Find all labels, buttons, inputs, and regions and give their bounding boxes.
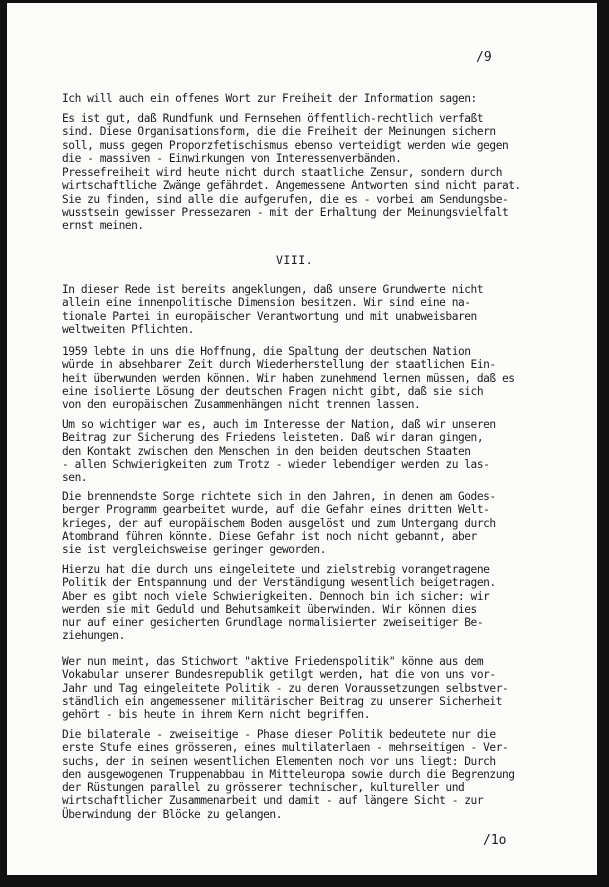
- paragraph-detente-policy: Hierzu hat die durch uns eingeleitete und zielstrebig vorangetragene Politik der Entspannung und der Verständigung wesentlich beigetragen. Aber es gibt noch viele Schwierigkeiten. Dennoch bin ich sicher: wir werden sie mit Geduld und Behutsamkeit überwinden. Wir können dies nur auf einer gesicherten Grundlage normalisierter zweiseitiger Be- ziehungen.: [62, 563, 496, 643]
- paragraph-information-intro: Ich will auch ein offenes Wort zur Freiheit der Information sagen:: [62, 92, 477, 105]
- paragraph-active-peace-policy: Wer nun meint, das Stichwort "aktive Friedenspolitik" könne aus dem Vokabular unserer Bundesrepublik getilgt werden, hat die von uns vor- Jahr und Tag eingeleitete Politik - zu deren Voraussetzungen selbstver- ständlich ein angemessener militärischer Beitrag zu unserer Sicherheit gehört - bis heute in ihrem Kern nicht begriffen.: [62, 655, 509, 722]
- scan-border-left: [0, 0, 7, 887]
- paragraph-1959-hope: 1959 lebte in uns die Hoffnung, die Spaltung der deutschen Nation würde in absehbarer Zeit durch Wiederherstellung der staatlichen Ein- heit überwunden werden können. Wir haben zunehmend lernen müssen, daß es eine isolierte Lösung der deutschen Fragen nicht gibt, daß sie sich von den europäischen Zusammenhängen nicht trennen lassen.: [62, 345, 515, 412]
- page-number-bottom: /1o: [483, 833, 507, 848]
- scan-border-bottom: [0, 875, 609, 887]
- paragraph-press-freedom: Pressefreiheit wird heute nicht durch staatliche Zensur, sondern durch wirtschaftliche Zwänge gefährdet. Angemessene Antworten sind nicht parat. Sie zu finden, sind alle die aufgerufen, die es - vorbei am Sendungsbe- wusstsein gewisser Pressezaren - mit der Erhaltung der Meinungsvielfalt ernst meinen.: [62, 166, 521, 233]
- scan-border-top: [0, 0, 609, 3]
- paragraph-broadcasting: Es ist gut, daß Rundfunk und Fernsehen öffentlich-rechtlich verfaßt sind. Diese Organisationsform, die die Freiheit der Meinungen sichern soll, muss gegen Proporzfetischismus ebenso verteidigt werden wie gegen die - massiven - Einwirkungen von Interessenverbänden.: [62, 112, 509, 165]
- paragraph-war-concern: Die brennendste Sorge richtete sich in den Jahren, in denen am Godes- berger Programm gearbeitet wurde, auf die Gefahr eines dritten Welt- krieges, der auf europäischem Boden ausgelöst und zum Untergang durch Atombrand führen könnte. Diese Gefahr ist noch nicht gebannt, aber sie ist vergleichsweise geringer geworden.: [62, 490, 496, 557]
- paragraph-peace-contribution: Um so wichtiger war es, auch im Interesse der Nation, daß wir unseren Beitrag zur Sicherung des Friedens leisteten. Daß wir daran gingen, den Kontakt zwischen den Menschen in den beiden deutschen Staaten - allen Schwierigkeiten zum Trotz - wieder lebendiger werden zu las- sen.: [62, 418, 496, 485]
- section-heading: VIII.: [276, 253, 314, 267]
- paragraph-basic-values: In dieser Rede ist bereits angeklungen, daß unsere Grundwerte nicht allein eine innenpolitische Dimension besitzen. Wir sind eine na- tionale Partei in europäischer Verantwortung und mit unabweisbaren weltweiten Pflichten.: [62, 283, 484, 336]
- paragraph-bilateral-phase: Die bilaterale - zweiseitige - Phase dieser Politik bedeutete nur die erste Stufe eines grösseren, eines multilaterlaen - mehrseitigen - Ver- suchs, der in seinen wesentlichen Elementen noch vor uns liegt: Durch den ausgewogenen Truppenabbau in Mitteleuropa sowie durch die Begrenzung der Rüstungen parallel zu grösserer technischer, kultureller und wirtschaftlicher Zusammenarbeit und damit - auf längere Sicht - zur Überwindung der Blöcke zu gelangen.: [62, 728, 515, 821]
- scan-border-right: [597, 0, 609, 887]
- page-number-top: /9: [476, 50, 492, 65]
